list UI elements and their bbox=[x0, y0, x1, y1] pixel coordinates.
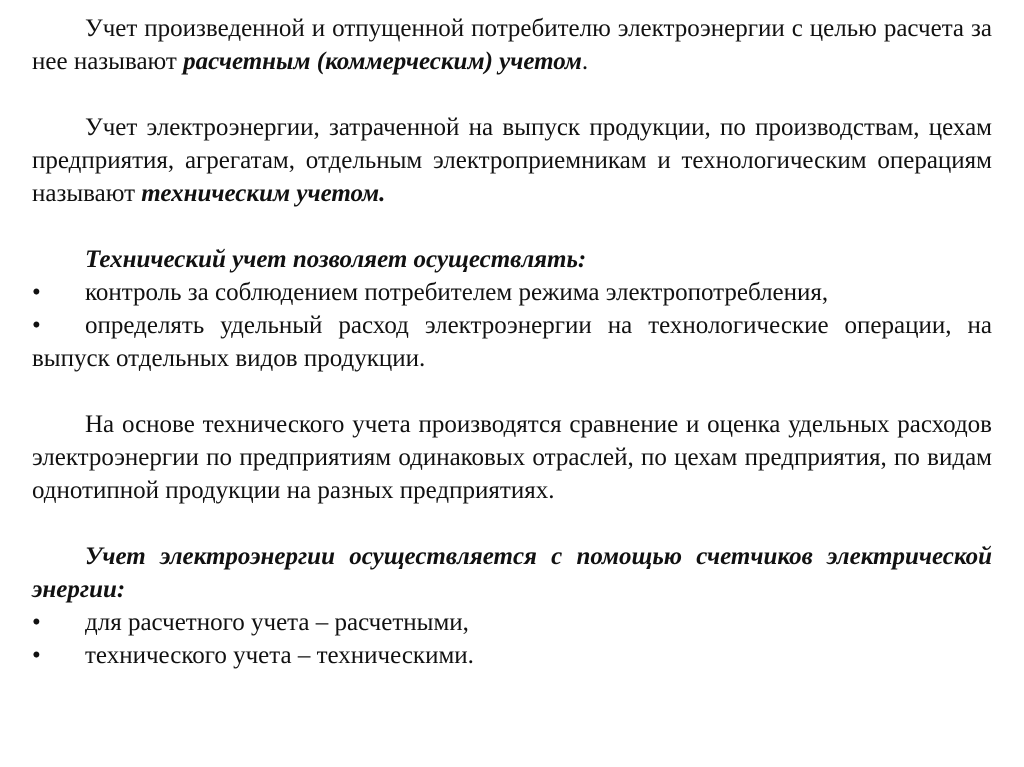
section-heading-technical-capabilities: Технический учет позволяет осуществлять: bbox=[85, 246, 587, 273]
paragraph-comparison: На основе технического учета производятся сравнение и оценка удельных расходов электроэнергии по предприятиям одинаковых отраслей, по цехам предприятия, по видам однотипной продукции на разных предприятиях. bbox=[32, 411, 992, 504]
paragraph-text: Учет электроэнергии, затраченной на выпуск продукции, по производствам, цехам предприятия, агрегатам, отдельным электроприемникам и технологическим операциям называют bbox=[32, 114, 992, 207]
list-item bbox=[32, 606, 992, 639]
list-item-text: определять удельный расход электроэнергии на технологические операции, на выпуск отдельных видов продукции. bbox=[32, 312, 992, 372]
term-commercial-metering: расчетным (коммерческим) учетом bbox=[183, 48, 582, 75]
bullet-marker: • bbox=[32, 642, 41, 669]
term-technical-metering: техническим учетом. bbox=[141, 180, 386, 207]
section-heading-meters: Учет электроэнергии осуществляется с помощью счетчиков электрической энергии: bbox=[32, 543, 992, 603]
list-item-text: контроль за соблюдением потребителем режима электропотребления, bbox=[85, 279, 829, 306]
list-item bbox=[32, 276, 992, 309]
list-item-text: для расчетного учета – расчетными, bbox=[85, 609, 469, 636]
bullet-list-meters bbox=[32, 606, 992, 672]
paragraph-text: Учет произведенной и отпущенной потребителю электроэнергии с целью расчета за нее называют bbox=[32, 15, 992, 75]
bullet-list-technical-capabilities bbox=[32, 276, 992, 375]
bullet-marker: • bbox=[32, 312, 41, 339]
bullet-marker: • bbox=[32, 279, 41, 306]
bullet-marker: • bbox=[32, 609, 41, 636]
paragraph-commercial-metering bbox=[32, 12, 992, 78]
list-item-text: технического учета – техническими. bbox=[85, 642, 474, 669]
list-item bbox=[32, 309, 992, 375]
paragraph-tail: . bbox=[581, 48, 589, 75]
list-item bbox=[32, 639, 992, 672]
paragraph-technical-metering bbox=[32, 111, 992, 210]
